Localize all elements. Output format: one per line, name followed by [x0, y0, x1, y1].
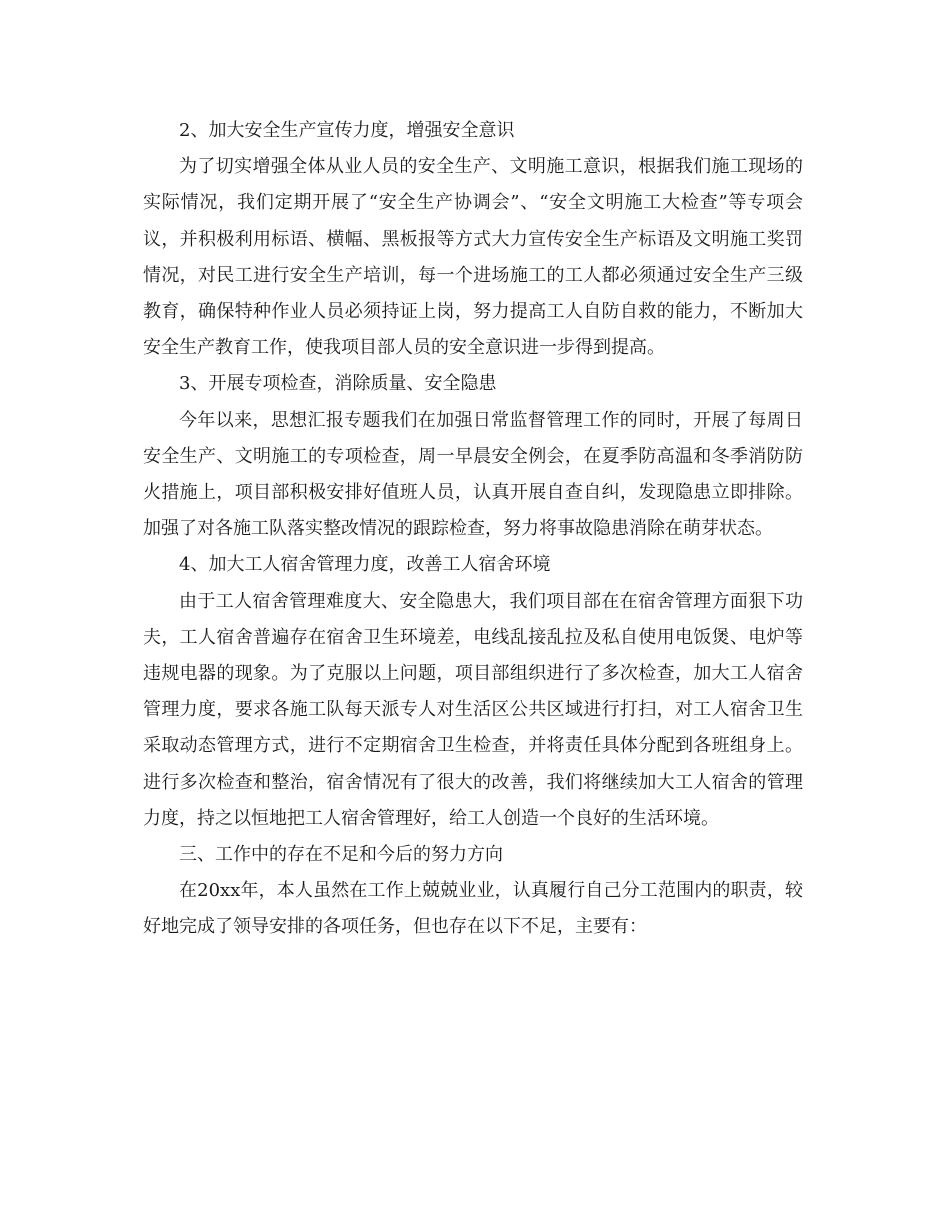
section-heading-inspection: 3、开展专项检查，消除质量、安全隐患 — [179, 373, 497, 395]
section-heading-publicity: 2、加大安全生产宣传力度，增强安全意识 — [179, 120, 515, 141]
section-heading-shortcomings: 三、工作中的存在不足和今后的努力方向 — [179, 844, 503, 866]
document-body — [143, 113, 803, 946]
paragraph-dormitory: 由于工人宿舍管理难度大、安全隐患大，我们项目部在在宿舍管理方面狠下功夫，工人宿舍普遍存在宿舍卫生环境差，电线乱接乱拉及私自使用电饭煲、电炉等违规电器的现象。为了克服以上问题，项目部组织进行了多次检查，加大工人宿舍管理力度，要求各施工队每天派专人对生活区公共区域进行打扫，对工人宿舍卫生采取动态管理方式，进行不定期宿舍卫生检查，并将责任具体分配到各班组身上。进行多次检查和整治，宿舍情况有了很大的改善，我们将继续加大工人宿舍的管理力度，持之以恒地把工人宿舍管理好，给工人创造一个良好的生活环境。 — [143, 590, 803, 829]
paragraph-inspection: 今年以来，思想汇报专题我们在加强日常监督管理工作的同时，开展了每周日安全生产、文明施工的专项检查，周一早晨安全例会，在夏季防高温和冬季消防防火措施上，项目部积极安排好值班人员，认真开展自查自纠，发现隐患立即排除。加强了对各施工队落实整改情况的跟踪检查，努力将事故隐患消除在萌芽状态。 — [143, 409, 803, 540]
section-heading-dormitory: 4、加大工人宿舍管理力度，改善工人宿舍环境 — [179, 554, 551, 576]
paragraph-shortcomings: 在20xx年，本人虽然在工作上兢兢业业，认真履行自己分工范围内的职责，较好地完成了领导安排的各项任务，但也存在以下不足，主要有： — [143, 880, 803, 938]
paragraph-publicity: 为了切实增强全体从业人员的安全生产、文明施工意识，根据我们施工现场的实际情况，我们定期开展了“安全生产协调会”、“安全文明施工大检查”等专项会议，并积极利用标语、横幅、黑板报等方式大力宣传安全生产标语及文明施工奖罚情况，对民工进行安全生产培训，每一个进场施工的工人都必须通过安全生产三级教育，确保特种作业人员必须持证上岗，努力提高工人自防自救的能力，不断加大安全生产教育工作，使我项目部人员的安全意识进一步得到提高。 — [143, 156, 803, 359]
